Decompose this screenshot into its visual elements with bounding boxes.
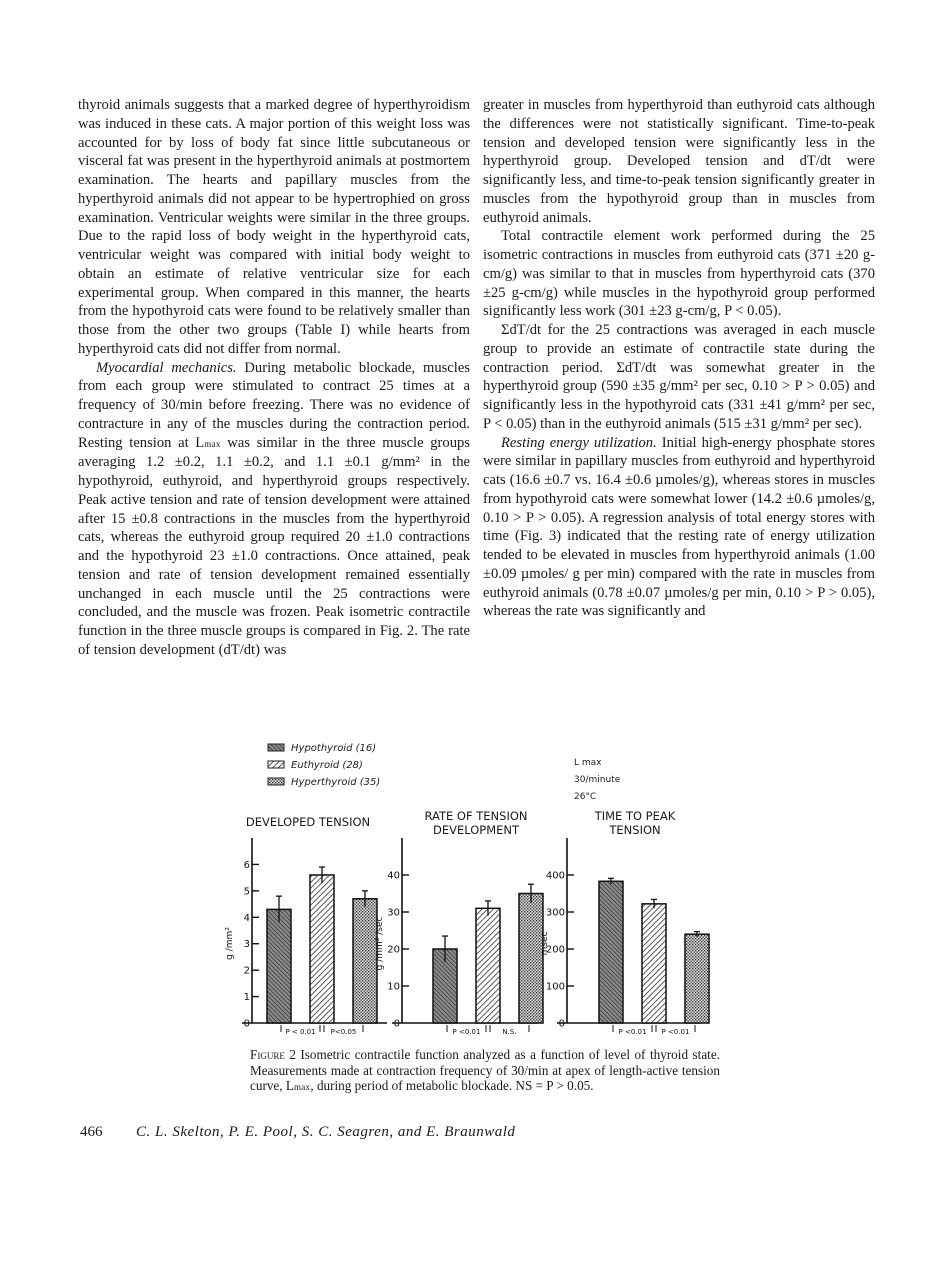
paragraph-myocardial-mechanics <box>78 359 470 660</box>
chart-title: DEVELOPED TENSION <box>245 815 371 829</box>
page-footer <box>80 1124 515 1141</box>
legend-swatch-diagonal-hatch <box>268 761 284 768</box>
y-axis-label: msec <box>540 931 550 956</box>
y-tick-label: 0 <box>393 1018 400 1030</box>
significance-label: P<0.05 <box>330 1028 357 1036</box>
figure-caption <box>250 1047 720 1096</box>
condition-text: 26°C <box>574 792 597 802</box>
bar-hypothyroid <box>599 881 623 1023</box>
y-tick-label: 10 <box>387 981 400 993</box>
bar-hypothyroid <box>267 909 291 1023</box>
y-axis-label: g /mm² /sec <box>375 916 385 971</box>
y-tick-label: 0 <box>243 1018 250 1030</box>
right-column <box>483 96 875 621</box>
chart-title: RATE OF TENSION <box>424 809 528 823</box>
caption-text-cont: , during period of metabolic blockade. NS = P > 0.05. <box>310 1078 594 1093</box>
caption-text: Isometric contractile function analyzed as a function of level of thyroid state. Measurements made at contraction frequency of 30/min at apex of length-active tension curve, L <box>250 1047 720 1093</box>
significance-label: P <0.01 <box>661 1028 690 1036</box>
y-tick-label: 3 <box>243 939 250 951</box>
legend-swatch-dense-diagonal <box>268 744 284 751</box>
chart-panel-1 <box>225 815 387 1036</box>
caption-subscript: max <box>293 1082 311 1092</box>
condition-text: L max <box>574 758 602 768</box>
conditions-note <box>574 758 621 802</box>
left-column <box>78 96 470 660</box>
y-tick-label: 30 <box>387 907 400 919</box>
section-heading: Resting energy utilization. <box>501 434 657 451</box>
bar-hyperthyroid <box>519 894 543 1024</box>
paragraph-text: During metabolic blockade, muscles from each group were stimulated to contract 25 times at a frequency of 30/min before freezing. There was no evidence of contracture in any of the muscles during the contraction period. Resting tension at L <box>78 359 470 451</box>
y-tick-label: 2 <box>243 965 250 977</box>
y-tick-label: 20 <box>387 944 400 956</box>
paragraph-text-cont: was similar in the three muscle groups averaging 1.2 ±0.2, 1.1 ±0.2, and 1.1 ±0.1 g/mm² in the hypothyroid, euthyroid, and hyperthyroid groups respectively. Peak active tension and rate of tension development were attained after 15 ±0.8 contractions in the muscles from the hyperthyroid cats, whereas the euthyroid group required 20 ±1.0 contractions and the hypothyroid 23 ±1.0 contractions. Once attained, peak tension and rate of tension development remained essentially unchanged in each muscle until the 25 contractions were concluded, and the muscle was frozen. Peak isometric contractile function in the three muscle groups is compared in Fig. 2. The rate of tension development (dT/dt) was <box>78 434 470 658</box>
y-tick-label: 6 <box>243 859 250 871</box>
paragraph-dtdt-comparison: greater in muscles from hyperthyroid than euthyroid cats although the differences were not statistically significant. Time-to-peak tension and developed tension were significantly less in the hyperthyroid group. Developed tension and dT/dt were significantly less, and time-to-peak tension significantly greater in muscles from the hypothyroid group than in muscles from euthyroid animals. <box>483 97 875 226</box>
significance-label: P <0.01 <box>618 1028 647 1036</box>
chart-panels <box>225 809 709 1036</box>
legend <box>268 743 380 788</box>
figure-canvas <box>215 740 735 1040</box>
bar-hyperthyroid <box>353 899 377 1023</box>
paragraph-text: Initial high-energy phosphate stores were similar in papillary muscles from euthyroid and hyperthyroid cats (16.6 ±0.7 vs. 16.4 ±0.6 µmoles/g), whereas stores in muscles from hypothyroid cats were somewhat lower (14.2 ±0.6 µmoles/g, 0.10 > P > 0.05). A regression analysis of total energy stores with time (Fig. 3) indicated that the resting rate of energy utilization tended to be elevated in muscles from hyperthyroid animals (1.00 ±0.09 µmoles/ g per min) compared with the rate in muscles from euthyroid animals (0.78 ±0.07 µmoles/g per min, 0.10 > P > 0.05), whereas the rate was significantly and <box>483 434 875 620</box>
chart-panel-3 <box>540 809 709 1036</box>
y-tick-label: 1 <box>243 992 250 1004</box>
paragraph-contractile-work: Total contractile element work performed during the 25 isometric contractions in muscles from euthyroid cats (371 ±20 g-cm/g) was similar to that in muscles from hyperthyroid cats (370 ±25 g-cm/g) while muscles in the hypothyroid group performed significantly less work (301 ±23 g-cm/g, P < 0.05). <box>483 228 875 320</box>
paragraph-sum-dtdt: ΣdT/dt for the 25 contractions was averaged in each muscle group to provide an estimate of contractile state during the contraction period. ΣdT/dt was somewhat greater in the hyperthyroid group (590 ±35 g/mm² per sec, 0.10 > P > 0.05) and significantly less in the hypothyroid cats (331 ±41 g/mm² per sec, P < 0.05) than in the euthyroid animals (515 ±31 g/mm² per sec). <box>483 322 875 432</box>
legend-label: Euthyroid (28) <box>291 760 363 771</box>
y-axis-label: g /mm² <box>225 927 235 960</box>
legend-swatch-stipple <box>268 778 284 785</box>
significance-label: P < 0.01 <box>285 1028 316 1036</box>
y-tick-label: 4 <box>243 912 250 924</box>
legend-label: Hypothyroid (16) <box>291 743 377 754</box>
author-list: C. L. Skelton, P. E. Pool, S. C. Seagren, and E. Braunwald <box>136 1124 516 1140</box>
significance-label: P <0.01 <box>452 1028 481 1036</box>
y-tick-label: 100 <box>545 981 565 993</box>
bar-hyperthyroid <box>685 934 709 1023</box>
significance-label: N.S. <box>502 1028 517 1036</box>
bar-euthyroid <box>476 908 500 1023</box>
y-tick-label: 200 <box>545 944 565 956</box>
figure-2 <box>215 740 735 1040</box>
chart-title: TIME TO PEAK <box>594 809 676 823</box>
page-number: 466 <box>80 1124 103 1140</box>
paragraph-resting-energy <box>483 434 875 622</box>
subscript: max <box>204 438 221 449</box>
paragraph-weight-loss <box>78 96 470 359</box>
y-tick-label: 0 <box>558 1018 565 1030</box>
y-tick-label: 40 <box>387 870 400 882</box>
y-tick-label: 5 <box>243 886 250 898</box>
legend-label: Hyperthyroid (35) <box>291 777 381 788</box>
paragraph-text: thyroid animals suggests that a marked degree of hyperthyroidism was induced in these cats. A major portion of this weight loss was accounted for by loss of body fat since little subcutaneous or visceral fat was present in the hyperthyroid animals at postmortem examination. The hearts and papillary muscles from the hyperthyroid animals did not appear to be hypertrophied on gross examination. Ventricular weights were similar in the three groups. Due to the rapid loss of body weight in the hyperthyroid cats, ventricular weight was compared with initial body weight to obtain an estimate of relative ventricular size for each experimental group. When compared in this manner, the hearts from the hypothyroid cats were found to be relatively smaller than those from the other two groups (Table I) while hearts from hyperthyroid cats did not differ from normal. <box>78 97 470 357</box>
chart-title: DEVELOPMENT <box>432 823 520 837</box>
y-tick-label: 400 <box>545 870 565 882</box>
figure-label: Figure 2 <box>250 1047 296 1062</box>
bar-euthyroid <box>310 875 334 1023</box>
chart-title: TENSION <box>609 823 661 837</box>
chart-panel-2 <box>375 809 543 1036</box>
condition-text: 30/minute <box>574 775 621 785</box>
section-heading: Myocardial mechanics. <box>96 359 237 376</box>
bar-euthyroid <box>642 904 666 1023</box>
y-tick-label: 300 <box>545 907 565 919</box>
